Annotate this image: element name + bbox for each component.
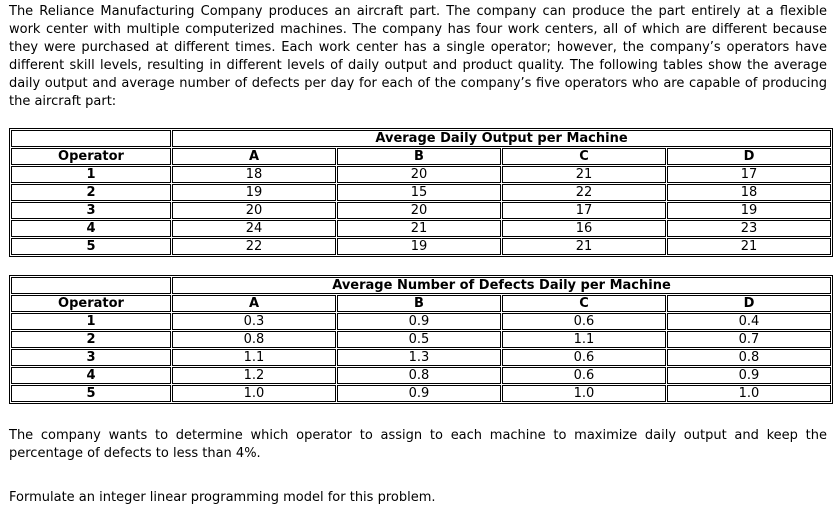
value-cell: 23 [667,220,831,237]
operator-cell: 4 [11,367,171,384]
value-cell: 21 [502,166,666,183]
machine-d-header: D [667,148,831,165]
value-cell: 20 [337,202,501,219]
table-row [11,202,831,219]
value-cell: 0.9 [667,367,831,384]
value-cell: 19 [172,184,336,201]
table-row [11,349,831,366]
operator-cell: 5 [11,238,171,255]
machine-b-header: B [337,148,501,165]
value-cell: 24 [172,220,336,237]
value-cell: 0.9 [337,313,501,330]
problem-statement: The Reliance Manufacturing Company produces an aircraft part. The company can produce the part entirely at a flexible work center with multiple computerized machines. The company has four work centers, all of which are different because they were purchased at different times. Each work center has a single operator; however, the company’s operators have different skill levels, resulting in different levels of daily output and product quality. The following tables show the average daily output and average number of defects per day for each of the company’s five operators who are capable of producing the aircraft part: [9,4,827,109]
value-cell: 19 [337,238,501,255]
value-cell: 1.0 [172,385,336,402]
machine-b-header: B [337,295,501,312]
value-cell: 0.4 [667,313,831,330]
value-cell: 1.2 [172,367,336,384]
table-row [11,385,831,402]
value-cell: 21 [502,238,666,255]
value-cell: 1.0 [502,385,666,402]
operator-cell: 3 [11,202,171,219]
value-cell: 15 [337,184,501,201]
value-cell: 0.6 [502,313,666,330]
machine-a-header: A [172,148,336,165]
value-cell: 1.0 [667,385,831,402]
value-cell: 1.1 [502,331,666,348]
value-cell: 0.8 [172,331,336,348]
value-cell: 0.9 [337,385,501,402]
column-header-row [11,148,831,165]
table-row [11,313,831,330]
column-header-row [11,295,831,312]
operator-cell: 4 [11,220,171,237]
value-cell: 22 [502,184,666,201]
value-cell: 17 [667,166,831,183]
table-title-row [11,130,831,147]
operator-cell: 1 [11,313,171,330]
operator-cell: 2 [11,184,171,201]
output-table [9,128,833,257]
value-cell: 0.6 [502,367,666,384]
value-cell: 18 [667,184,831,201]
table-row [11,367,831,384]
value-cell: 0.3 [172,313,336,330]
machine-c-header: C [502,295,666,312]
goal-paragraph: The company wants to determine which operator to assign to each machine to maximize daily output and keep the percentage of defects to less than 4%. [9,428,827,461]
operator-cell: 1 [11,166,171,183]
table-row [11,220,831,237]
table-title-row [11,277,831,294]
value-cell: 22 [172,238,336,255]
value-cell: 20 [337,166,501,183]
operator-cell: 2 [11,331,171,348]
value-cell: 1.1 [172,349,336,366]
value-cell: 0.8 [337,367,501,384]
table-row [11,166,831,183]
value-cell: 20 [172,202,336,219]
defects-table-title: Average Number of Defects Daily per Machine [172,277,831,294]
operator-cell: 5 [11,385,171,402]
value-cell: 21 [667,238,831,255]
value-cell: 0.5 [337,331,501,348]
operator-column-header: Operator [11,148,171,165]
machine-d-header: D [667,295,831,312]
value-cell: 21 [337,220,501,237]
table-row [11,184,831,201]
value-cell: 0.7 [667,331,831,348]
machine-c-header: C [502,148,666,165]
table-row [11,331,831,348]
task-paragraph: Formulate an integer linear programming model for this problem. [9,490,436,505]
operator-column-header: Operator [11,295,171,312]
corner-cell [11,130,171,147]
table-row [11,238,831,255]
value-cell: 17 [502,202,666,219]
value-cell: 1.3 [337,349,501,366]
value-cell: 19 [667,202,831,219]
value-cell: 16 [502,220,666,237]
operator-cell: 3 [11,349,171,366]
machine-a-header: A [172,295,336,312]
defects-table [9,275,833,404]
value-cell: 0.6 [502,349,666,366]
corner-cell [11,277,171,294]
value-cell: 0.8 [667,349,831,366]
value-cell: 18 [172,166,336,183]
output-table-title: Average Daily Output per Machine [172,130,831,147]
